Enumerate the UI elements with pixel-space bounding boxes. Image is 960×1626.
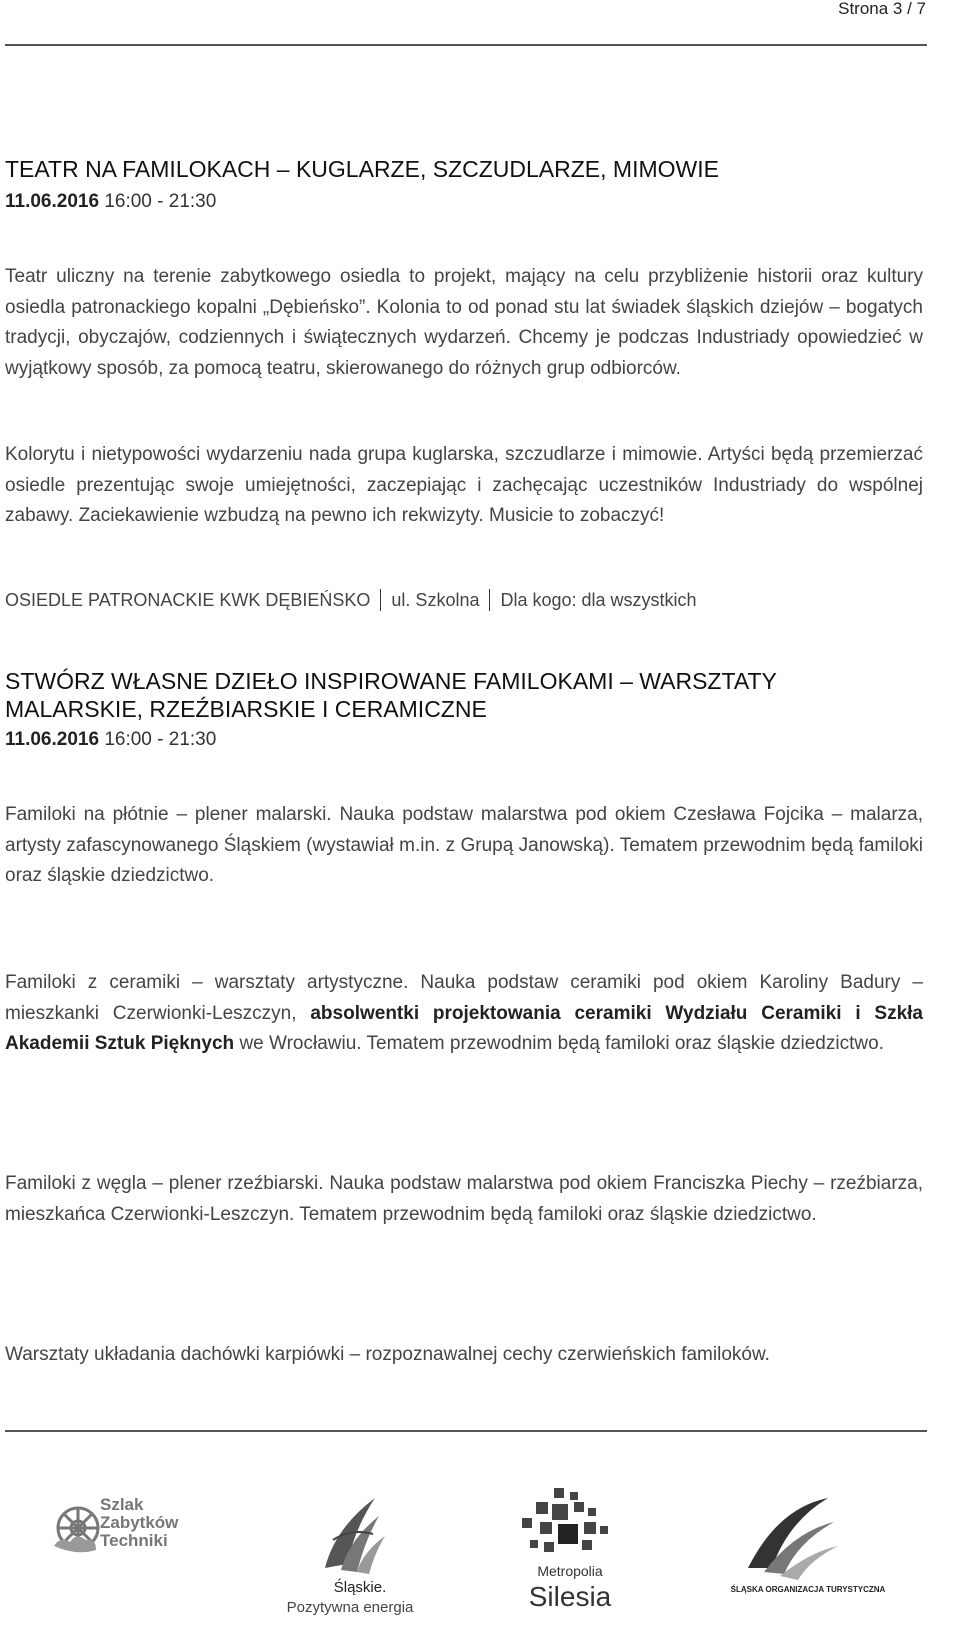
event2-date: 11.06.2016 <box>5 729 100 750</box>
footer-divider <box>5 1430 927 1432</box>
separator <box>489 589 490 611</box>
logo3-line-1: Metropolia <box>537 1563 603 1579</box>
event2-paragraph-painting: Familoki na płótnie – plener malarski. Nauka podstaw malarstwa pod okiem Czesława Fojcika – malarza, artysty zafascynowanego Śląskiem (wystawiał m.in. z Grupą Janowską). Tematem przewodnim będą familoki oraz śląskie dziedzictwo. <box>5 804 923 887</box>
logo1-line-2: Zabytków <box>100 1513 179 1532</box>
logo-slaskie-pozytywna-energia <box>285 1488 435 1623</box>
event1-paragraph-1: Teatr uliczny na terenie zabytkowego osiedla to projekt, mający na celu przybliżenie historii oraz kultury osiedla patronackiego kopalni „Dębieńsko”. Kolonia to od ponad stu lat świadek śląskich dziejów – bogatych tradycji, obyczajów, codziennych i świątecznych wydarzeń. Chcemy je podczas Industriady opowiedzieć w wyjątkowy sposób, za pomocą teatru, skierowanego do różnych grup odbiorców. <box>5 266 923 379</box>
ceramics-text-start: Familoki z ceramiki – warsztaty artystyczne. Nauka podstaw ceramiki pod okiem Karoliny Badury – mieszkanki Czerwionki-Leszczyn, <box>5 972 923 1024</box>
logo1-line-3: Techniki <box>100 1531 168 1550</box>
ceramics-text-end: we Wrocławiu. Tematem przewodnim będą familoki oraz śląskie dziedzictwo. <box>239 1033 884 1055</box>
event1-paragraph-2: Kolorytu i nietypowości wydarzeniu nada grupa kuglarska, szczudlarze i mimowie. Artyści będą przemierzać osiedle prezentując swoje umiejętności, zaczepiając i zachęcając uczestników Industriady do wspólnej zabawy. Zaciekawienie wzbudzą na pewno ich rekwizyty. Musicie to zobaczyć! <box>5 444 923 527</box>
ceramics-text-bold: absolwentki projektowania ceramiki Wydziału Ceramiki i Szkła Akademii Sztuk Pięknych <box>5 1002 923 1055</box>
logo-metropolia-silesia <box>500 1488 640 1623</box>
event2-paragraph-coal: Familoki z węgla – plener rzeźbiarski. Nauka podstaw malarstwa pod okiem Franciszka Piechy – rzeźbiarza, mieszkańca Czerwionki-Leszczyn. Tematem przewodnim będą familoki oraz śląskie dziedzictwo. <box>5 1173 923 1225</box>
logo2-line-2: Pozytywna energia <box>286 1599 414 1616</box>
event2-paragraph-roof-tiles: Warsztaty układania dachówki karpiówki – rozpoznawalnej cechy czerwieńskich familoków. <box>5 1344 770 1365</box>
event2-paragraph-ceramics <box>5 968 923 1060</box>
separator <box>380 589 381 611</box>
event2-datetime <box>5 728 216 752</box>
logo2-line-1: Śląskie. <box>333 1579 387 1596</box>
logo-slaska-organizacja-turystyczna <box>708 1488 908 1623</box>
event1-location-line <box>5 588 697 612</box>
event1-time: 16:00 - 21:30 <box>104 191 217 212</box>
event1-audience: Dla kogo: dla wszystkich <box>500 590 697 610</box>
event1-datetime <box>5 190 216 214</box>
logo3-line-2: Silesia <box>528 1581 612 1612</box>
event2-title: STWÓRZ WŁASNE DZIEŁO INSPIROWANE FAMILOKAMI – WARSZTATY MALARSKIE, RZEŹBIARSKIE I CERAMICZNE <box>5 668 777 722</box>
event1-location: OSIEDLE PATRONACKIE KWK DĘBIEŃSKO <box>5 590 371 610</box>
page-number: Strona 3 / 7 <box>838 0 926 18</box>
event1-date: 11.06.2016 <box>5 191 100 212</box>
event2-time: 16:00 - 21:30 <box>104 729 217 750</box>
logo4-text: ŚLĄSKA ORGANIZACJA TURYSTYCZNA <box>730 1585 886 1594</box>
event1-title: TEATR NA FAMILOKACH – KUGLARZE, SZCZUDLARZE, MIMOWIE <box>5 156 719 182</box>
logo1-line-1: Szlak <box>100 1495 144 1514</box>
logo-szlak-zabytkow-techniki <box>40 1488 220 1623</box>
header-divider <box>5 44 927 46</box>
event1-street: ul. Szkolna <box>391 590 480 610</box>
